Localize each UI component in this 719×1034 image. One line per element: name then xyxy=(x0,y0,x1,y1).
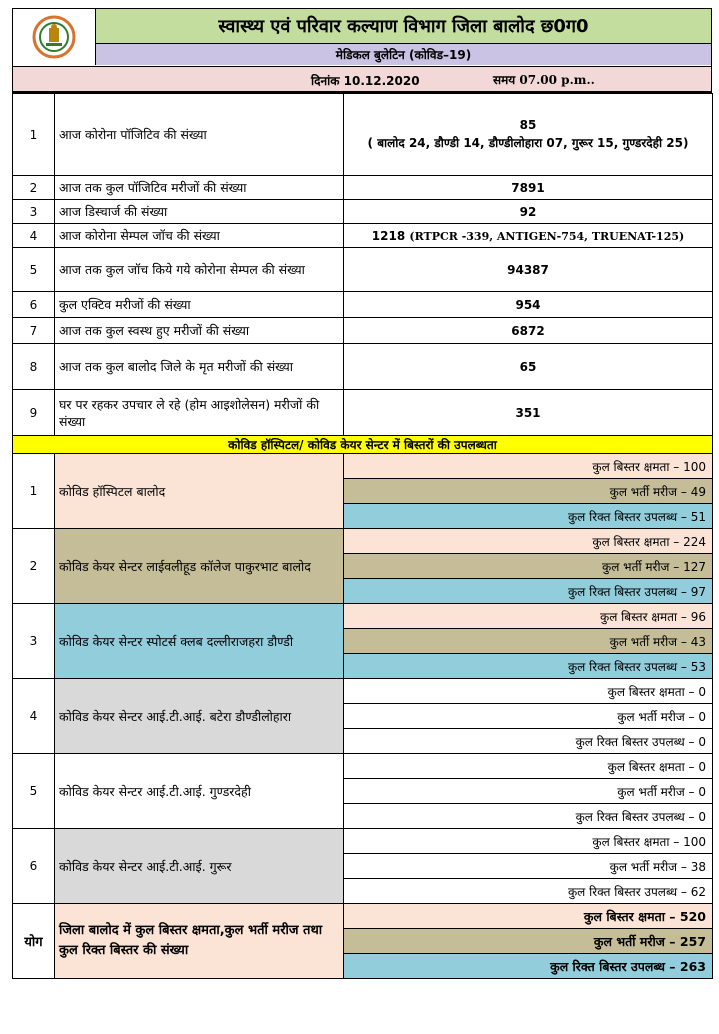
total-capacity: कुल बिस्तर क्षमता – 520 xyxy=(344,904,713,929)
table-row xyxy=(13,604,713,629)
admitted-patients: कुल भर्ती मरीज – 0 xyxy=(344,704,713,729)
admitted-patients: कुल भर्ती मरीज – 0 xyxy=(344,779,713,804)
center-name: कोविड केयर सेन्टर आई.टी.आई. बटेरा डौण्डीलोहारा xyxy=(55,679,344,754)
section-title: कोविड हॉस्पिटल/ कोविड केयर सेन्टर में बिस्तरों की उपलब्धता xyxy=(13,436,713,454)
row-value xyxy=(344,224,713,248)
date-time-row xyxy=(13,66,711,92)
row-label: आज कोरोना पॉजिटिव की संख्या xyxy=(55,94,344,176)
center-name: कोविड केयर सेन्टर स्पोटर्स क्लब दल्लीराजहरा डौण्डी xyxy=(55,604,344,679)
bulletin-header xyxy=(12,8,712,93)
bed-capacity: कुल बिस्तर क्षमता – 100 xyxy=(344,454,713,479)
center-number: 2 xyxy=(13,529,55,604)
vacant-beds: कुल रिक्त बिस्तर उपलब्ध – 53 xyxy=(344,654,713,679)
total-row xyxy=(13,904,713,929)
row-label: आज तक कुल बालोद जिले के मृत मरीजों की संख्या xyxy=(55,344,344,390)
row-number: 1 xyxy=(13,94,55,176)
row-value: 65 xyxy=(344,344,713,390)
row-number: 3 xyxy=(13,200,55,224)
logo xyxy=(13,9,95,65)
row-value-main: 1218 xyxy=(371,228,406,243)
table-row xyxy=(13,454,713,479)
bed-capacity: कुल बिस्तर क्षमता – 0 xyxy=(344,679,713,704)
row-label: आज डिस्चार्ज की संख्या xyxy=(55,200,344,224)
row-label: घर पर रहकर उपचार ले रहे (होम आइशोलेसन) मरीजों की संख्या xyxy=(55,390,344,436)
table-row xyxy=(13,292,713,318)
row-label: आज तक कुल जॉच किये गये कोरोना सेम्पल की संख्या xyxy=(55,248,344,292)
government-emblem-icon xyxy=(32,15,76,59)
row-value-detail: (RTPCR -339, ANTIGEN-754, TRUENAT-125) xyxy=(409,229,685,243)
row-value: 6872 xyxy=(344,318,713,344)
row-value: 92 xyxy=(344,200,713,224)
row-label: आज तक कुल स्वस्थ हुए मरीजों की संख्या xyxy=(55,318,344,344)
admitted-patients: कुल भर्ती मरीज – 49 xyxy=(344,479,713,504)
center-number: 3 xyxy=(13,604,55,679)
row-value xyxy=(344,94,713,176)
table-row xyxy=(13,754,713,779)
center-name: कोविड केयर सेन्टर आई.टी.आई. गुण्डरदेही xyxy=(55,754,344,829)
bed-availability-table xyxy=(12,453,713,979)
center-number: 5 xyxy=(13,754,55,829)
row-value-main: 85 xyxy=(519,117,537,132)
vacant-beds: कुल रिक्त बिस्तर उपलब्ध – 51 xyxy=(344,504,713,529)
row-value: 351 xyxy=(344,390,713,436)
admitted-patients: कुल भर्ती मरीज – 127 xyxy=(344,554,713,579)
row-value: 954 xyxy=(344,292,713,318)
row-number: 9 xyxy=(13,390,55,436)
bed-capacity: कुल बिस्तर क्षमता – 96 xyxy=(344,604,713,629)
total-name: जिला बालोद में कुल बिस्तर क्षमता,कुल भर्ती मरीज तथा कुल रिक्त बिस्तर की संख्या xyxy=(55,904,344,979)
admitted-patients: कुल भर्ती मरीज – 38 xyxy=(344,854,713,879)
vacant-beds: कुल रिक्त बिस्तर उपलब्ध – 0 xyxy=(344,729,713,754)
row-value-detail: ( बालोद 24, डौण्डी 14, डौण्डीलोहारा 07, गुरूर 15, गुण्डरदेही 25) xyxy=(367,135,689,150)
row-number: 5 xyxy=(13,248,55,292)
row-number: 2 xyxy=(13,176,55,200)
center-name: कोविड केयर सेन्टर लाईवलीहूड कॉलेज पाकुरभाट बालोद xyxy=(55,529,344,604)
table-row xyxy=(13,390,713,436)
row-number: 7 xyxy=(13,318,55,344)
row-number: 6 xyxy=(13,292,55,318)
table-row xyxy=(13,94,713,176)
table-row xyxy=(13,344,713,390)
admitted-patients: कुल भर्ती मरीज – 43 xyxy=(344,629,713,654)
row-label: आज तक कुल पॉजिटिव मरीजों की संख्या xyxy=(55,176,344,200)
department-title: स्वास्थ्य एवं परिवार कल्याण विभाग जिला बालोद छ0ग0 xyxy=(95,9,711,44)
vacant-beds: कुल रिक्त बिस्तर उपलब्ध – 0 xyxy=(344,804,713,829)
row-label: कुल एक्टिव मरीजों की संख्या xyxy=(55,292,344,318)
table-row xyxy=(13,248,713,292)
row-label: आज कोरोना सेम्पल जॉच की संख्या xyxy=(55,224,344,248)
vacant-beds: कुल रिक्त बिस्तर उपलब्ध – 97 xyxy=(344,579,713,604)
total-vacant: कुल रिक्त बिस्तर उपलब्ध – 263 xyxy=(344,954,713,979)
table-row xyxy=(13,176,713,200)
row-value: 7891 xyxy=(344,176,713,200)
vacant-beds: कुल रिक्त बिस्तर उपलब्ध – 62 xyxy=(344,879,713,904)
bed-capacity: कुल बिस्तर क्षमता – 100 xyxy=(344,829,713,854)
bulletin-date: दिनांक 10.12.2020 xyxy=(311,74,420,88)
row-number: 4 xyxy=(13,224,55,248)
center-name: कोविड हॉस्पिटल बालोद xyxy=(55,454,344,529)
table-row xyxy=(13,679,713,704)
table-row xyxy=(13,224,713,248)
table-row xyxy=(13,200,713,224)
bed-capacity: कुल बिस्तर क्षमता – 224 xyxy=(344,529,713,554)
bulletin-time: समय 07.00 p.m.. xyxy=(493,73,595,87)
table-row xyxy=(13,829,713,854)
bed-capacity: कुल बिस्तर क्षमता – 0 xyxy=(344,754,713,779)
total-label: योग xyxy=(13,904,55,979)
center-number: 1 xyxy=(13,454,55,529)
section-title-row xyxy=(13,436,713,454)
table-row xyxy=(13,318,713,344)
row-number: 8 xyxy=(13,344,55,390)
total-admitted: कुल भर्ती मरीज – 257 xyxy=(344,929,713,954)
center-name: कोविड केयर सेन्टर आई.टी.आई. गुरूर xyxy=(55,829,344,904)
bulletin-subtitle: मेडिकल बुलेटिन (कोविड–19) xyxy=(95,44,711,65)
row-value: 94387 xyxy=(344,248,713,292)
center-number: 4 xyxy=(13,679,55,754)
table-row xyxy=(13,529,713,554)
stats-table xyxy=(12,93,713,454)
center-number: 6 xyxy=(13,829,55,904)
